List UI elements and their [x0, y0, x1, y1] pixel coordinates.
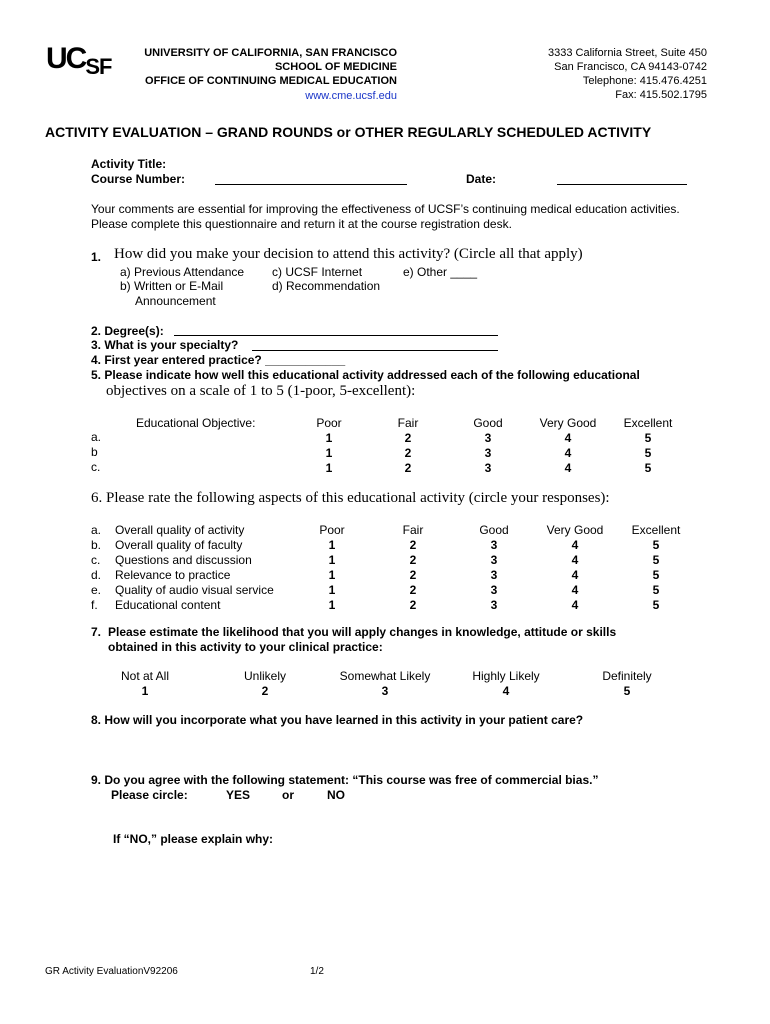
q5-rating-a[interactable]: 3	[484, 431, 492, 445]
q5-col-fair	[378, 416, 438, 476]
q6-rating[interactable]: 1	[328, 598, 336, 612]
q1-option-e[interactable]: e) Other ____	[403, 265, 478, 279]
q6-rating[interactable]: 1	[328, 583, 336, 597]
q5-col-very-good	[532, 416, 604, 476]
q6-rating[interactable]: 2	[409, 538, 417, 552]
course-number-label: Course Number:	[91, 172, 186, 186]
q6-rating[interactable]: 2	[409, 583, 417, 597]
q5-col-label: Very Good	[539, 416, 597, 430]
q6-item-questions: Questions and discussion	[115, 553, 252, 567]
q5-rating-b[interactable]: 1	[325, 446, 333, 460]
q6-rating[interactable]: 3	[490, 553, 498, 567]
q6-col-very-good	[539, 523, 611, 613]
q6-letter-c: c.	[91, 553, 101, 567]
q6-letter-a: a.	[91, 523, 102, 537]
q5-rating-c[interactable]: 5	[644, 461, 652, 475]
q7-line-2: obtained in this activity to your clinical practice:	[108, 640, 383, 654]
q6-col-label: Very Good	[546, 523, 604, 537]
q5-line-2: objectives on a scale of 1 to 5 (1-poor, 5-excellent):	[106, 383, 416, 399]
org-line-university: UNIVERSITY OF CALIFORNIA, SAN FRANCISCO	[144, 47, 397, 59]
specialty-field[interactable]	[252, 350, 498, 351]
q6-rating[interactable]: 1	[328, 568, 336, 582]
q1-number: 1.	[91, 250, 102, 264]
q6-rating[interactable]: 1	[328, 538, 336, 552]
q5-rating-c[interactable]: 2	[404, 461, 412, 475]
address-city: San Francisco, CA 94143-0742	[554, 61, 707, 73]
q9-yes-option[interactable]: YES	[226, 788, 251, 802]
q7-scale-label: Somewhat Likely	[339, 669, 431, 683]
degree-field[interactable]	[174, 335, 498, 336]
q6-rating[interactable]: 3	[490, 598, 498, 612]
q6-rating[interactable]: 4	[571, 598, 579, 612]
q6-rating[interactable]: 2	[409, 568, 417, 582]
q1-option-d[interactable]: d) Recommendation	[272, 279, 381, 293]
q5-rating-c[interactable]: 3	[484, 461, 492, 475]
q5-rating-b[interactable]: 3	[484, 446, 492, 460]
q6-item-audio-visual: Quality of audio visual service	[115, 583, 274, 597]
q5-rating-a[interactable]: 2	[404, 431, 412, 445]
q7-question	[108, 625, 616, 655]
q6-letter-b: b.	[91, 538, 102, 552]
q1-option-c[interactable]: c) UCSF Internet	[272, 265, 363, 279]
q9-question: 9. Do you agree with the following statement: “This course was free of commercial bias.”	[91, 773, 599, 787]
q5-col-label: Fair	[397, 416, 419, 430]
q6-rating[interactable]: 2	[409, 598, 417, 612]
q6-rating[interactable]: 5	[652, 538, 660, 552]
q7-scale-value[interactable]: 1	[141, 684, 149, 698]
q6-item-labels	[115, 523, 274, 613]
q5-row-c: c.	[91, 460, 101, 474]
q6-col-excellent	[620, 523, 692, 613]
address-telephone: Telephone: 415.476.4251	[582, 75, 707, 87]
q7-col-definitely	[582, 669, 672, 699]
q6-rating[interactable]: 3	[490, 583, 498, 597]
q6-rating[interactable]: 5	[652, 568, 660, 582]
activity-title-label: Activity Title:	[91, 157, 167, 171]
q5-objective-header: Educational Objective:	[136, 416, 256, 430]
q1-option-b[interactable]: b) Written or E-Mail	[120, 279, 224, 293]
q6-item-overall-faculty: Overall quality of faculty	[115, 538, 243, 552]
q9-explain-label: If “NO,” please explain why:	[113, 832, 274, 846]
intro-line-1: Your comments are essential for improving the effectiveness of UCSF’s continuing medical education activities.	[91, 202, 680, 216]
q5-col-good	[458, 416, 518, 476]
q5-rating-a[interactable]: 4	[564, 431, 572, 445]
address-street: 3333 California Street, Suite 450	[548, 47, 707, 59]
q5-col-label: Excellent	[623, 416, 673, 430]
q7-col-unlikely	[220, 669, 310, 699]
q6-rating[interactable]: 1	[328, 553, 336, 567]
q5-rating-a[interactable]: 1	[325, 431, 333, 445]
date-field[interactable]	[557, 184, 687, 185]
org-block	[144, 46, 397, 103]
intro-line-2: Please complete this questionnaire and return it at the course registration desk.	[91, 217, 512, 231]
q5-rating-c[interactable]: 4	[564, 461, 572, 475]
q5-col-label: Poor	[316, 416, 342, 430]
date-label: Date:	[466, 172, 497, 186]
q7-scale-label: Highly Likely	[472, 669, 540, 683]
q6-rating[interactable]: 5	[652, 553, 660, 567]
q6-item-content: Educational content	[115, 598, 221, 612]
q6-rating[interactable]: 4	[571, 568, 579, 582]
q7-col-highly-likely	[456, 669, 556, 699]
q6-col-label: Excellent	[631, 523, 681, 537]
q6-col-poor	[302, 523, 362, 613]
q6-item-letters	[91, 523, 101, 613]
q5-rating-a[interactable]: 5	[644, 431, 652, 445]
q5-row-b: b	[91, 445, 98, 459]
q7-scale-value[interactable]: 5	[623, 684, 631, 698]
q1-option-b-cont: Announcement	[135, 294, 216, 308]
q1-question: How did you make your decision to attend this activity? (Circle all that apply)	[114, 246, 583, 262]
q5-col-poor	[299, 416, 359, 476]
address-fax: Fax: 415.502.1795	[615, 89, 707, 101]
q9-no-option[interactable]: NO	[327, 788, 345, 802]
q6-rating[interactable]: 5	[652, 583, 660, 597]
q5-col-excellent	[612, 416, 684, 476]
q7-number: 7.	[91, 625, 102, 639]
q6-letter-e: e.	[91, 583, 102, 597]
q6-col-label: Good	[479, 523, 509, 537]
q5-rating-b[interactable]: 5	[644, 446, 652, 460]
q7-line-1: Please estimate the likelihood that you will apply changes in knowledge, attitude or skills	[108, 625, 617, 639]
q5-rating-b[interactable]: 4	[564, 446, 572, 460]
q6-item-relevance: Relevance to practice	[115, 568, 231, 582]
q7-scale-label: Not at All	[120, 669, 170, 683]
q2-label: 2. Degree(s):	[91, 324, 164, 338]
q5-row-labels	[91, 430, 101, 475]
q6-col-label: Fair	[402, 523, 424, 537]
q6-rating[interactable]: 2	[409, 553, 417, 567]
q5-rating-b[interactable]: 2	[404, 446, 412, 460]
q4-label: 4. First year entered practice? ____________	[91, 353, 346, 367]
q5-col-label: Good	[473, 416, 503, 430]
q7-col-not-at-all	[100, 669, 190, 699]
q6-item-overall-activity: Overall quality of activity	[115, 523, 245, 537]
q7-col-somewhat-likely	[330, 669, 440, 699]
q9-please-circle: Please circle:	[111, 788, 188, 802]
q7-scale-value[interactable]: 3	[381, 684, 389, 698]
q6-question: 6. Please rate the following aspects of this educational activity (circle your responses):	[91, 490, 610, 506]
org-line-office: OFFICE OF CONTINUING MEDICAL EDUCATION	[145, 75, 397, 87]
footer-form-id: GR Activity EvaluationV92206	[45, 966, 178, 977]
q8-question: 8. How will you incorporate what you have learned in this activity in your patient care?	[91, 713, 584, 727]
address-block	[548, 46, 707, 102]
q6-rating[interactable]: 3	[490, 538, 498, 552]
form-title: ACTIVITY EVALUATION – GRAND ROUNDS or OTHER REGULARLY SCHEDULED ACTIVITY	[45, 124, 652, 140]
q5-line-1: 5. Please indicate how well this educational activity addressed each of the following educational	[91, 368, 640, 382]
q6-rating[interactable]: 4	[571, 538, 579, 552]
website-link[interactable]: www.cme.ucsf.edu	[305, 90, 397, 102]
q6-letter-f: f.	[91, 598, 98, 612]
course-number-field[interactable]	[215, 184, 407, 185]
q6-rating[interactable]: 3	[490, 568, 498, 582]
q6-rating[interactable]: 4	[571, 583, 579, 597]
footer-page-number: 1/2	[310, 966, 324, 977]
q3-label: 3. What is your specialty?	[91, 338, 239, 352]
q6-col-good	[464, 523, 524, 613]
org-line-school: SCHOOL OF MEDICINE	[274, 61, 397, 73]
q5-rating-c[interactable]: 1	[325, 461, 333, 475]
q6-col-label: Poor	[319, 523, 345, 537]
q1-option-a[interactable]: a) Previous Attendance	[120, 265, 245, 279]
q6-rating[interactable]: 4	[571, 553, 579, 567]
intro-text	[91, 202, 680, 232]
q9-or: or	[282, 788, 294, 802]
q7-scale-label: Definitely	[602, 669, 652, 683]
q6-letter-d: d.	[91, 568, 102, 582]
q7-scale-value[interactable]: 4	[502, 684, 510, 698]
q7-scale-value[interactable]: 2	[261, 684, 269, 698]
q5-row-a: a.	[91, 430, 102, 444]
ucsf-logo: $UC_{SF}$	[46, 42, 112, 79]
q7-scale-label: Unlikely	[243, 669, 286, 683]
q6-col-fair	[383, 523, 443, 613]
q6-rating[interactable]: 5	[652, 598, 660, 612]
